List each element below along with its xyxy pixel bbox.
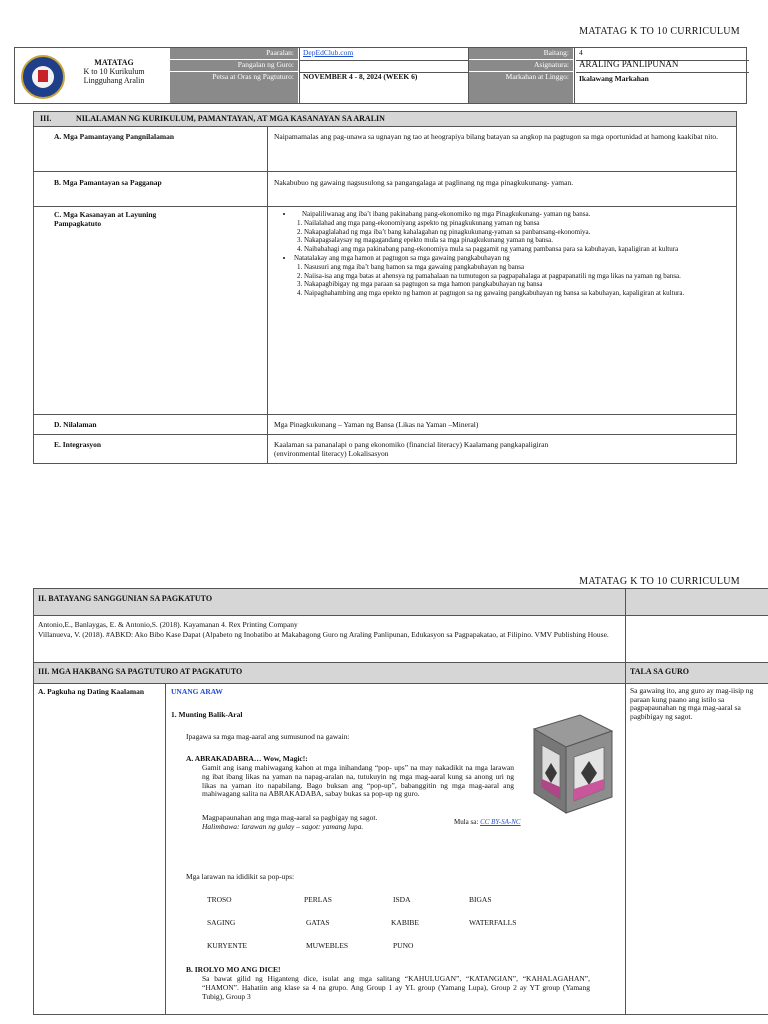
row-a-value: Naipamamalas ang pag-unawa sa ugnayan ng tao at heograpiya bilang batayan sa angkop na pagtugon sa mga oportunidad at hamong kaakibat nito. (274, 132, 719, 141)
logo-line3: Lingguhang Aralin (83, 76, 145, 85)
baitang-label: Baitang: (469, 48, 573, 60)
ipagawa-text: Ipagawa sa mga mag-aaral ang sumusunod na gawain: (186, 732, 350, 741)
sanggunian-header (34, 589, 626, 616)
word-gatas: GATAS (306, 918, 330, 927)
tala-header (626, 663, 768, 683)
row-c-label: C. Mga Kasanayan at Layuning Pampagkatuto (54, 210, 157, 228)
word-muwebles: MUWEBLES (306, 941, 349, 950)
curriculum-header: MATATAG K TO 10 CURRICULUM (579, 26, 740, 37)
magic-box-image (522, 709, 616, 817)
word-waterfalls: WATERFALLS (469, 918, 517, 927)
asignatura-label: Asignatura: (469, 60, 573, 72)
c-list2-item: 4. Naipaghahambing ang mga epekto ng hamon at pagtugon sa ng gawaing pangkabuhayan ng bansa sa kabuhayan, kapaligiran at kultura. (304, 289, 704, 298)
row-d-value: Mga Pinagkukunang – Yaman ng Bansa (Likas na Yaman –Mineral) (274, 420, 479, 429)
dice-text: Sa bawat gilid ng Higanteng dice, isulat ang mga salitang “KAHULUGAN”, “KATANGIAN”, “KAHALAGAHAN”, “HAMON”. Hahatiin ang klase sa 4 na grupo. Ang Group 1 ay YL group (Yamang Lupa), Group 2 ay YT group (Yamang Tubig), Group 3 (202, 974, 590, 1001)
tala-title: TALA SA GURO (630, 667, 689, 676)
word-saging: SAGING (207, 918, 236, 927)
petsa-value: NOVEMBER 4 - 8, 2024 (WEEK 6) (303, 72, 418, 81)
word-bigas: BIGAS (469, 895, 492, 904)
sanggunian-line2: Villanueva, V. (2018). #ABKD: Ako Bibo Kase Dapat (Alpabeto ng Inobatibo at Makabagong Guro ng Araling Panlipunan, Edukasyon sa Pagpapakatao, at Filipino. VMV Publishing House. (38, 629, 609, 639)
paaralan-label: Paaralan: (170, 48, 298, 60)
dice-title: B. IROLYO MO ANG DICE! (186, 965, 281, 974)
c-list2 (274, 263, 704, 298)
logo-title: MATATAG (94, 58, 134, 67)
row-e-label: E. Integrasyon (54, 440, 102, 449)
section3-num: III. (40, 114, 52, 123)
section3-title: NILALAMAN NG KURIKULUM, PAMANTAYAN, AT MGA KASANAYAN SA ARALIN (76, 114, 385, 123)
row-b-label: B. Mga Pamantayan sa Pagganap (54, 178, 162, 187)
guro-label: Pangalan ng Guro: (170, 60, 298, 72)
page2-curriculum-header: MATATAG K TO 10 CURRICULUM (579, 576, 740, 587)
abra-title: A. ABRAKADABRA… Wow, Magic!: (186, 754, 308, 763)
c-list1-item: 2. Nakapaglalahad ng mga iba’t bang kahalagahan ng pinagkukunang-yaman sa panbansang-ekonomiya. (304, 228, 704, 237)
paaralan-link[interactable]: DepEdClub.com (300, 48, 471, 61)
baitang-value: 4 (576, 48, 749, 61)
license-link[interactable]: CC BY-SA-NC (480, 818, 521, 826)
header-block (14, 47, 747, 104)
page2-table (33, 588, 768, 1015)
sanggunian-line1: Antonio,E., Banlaygas, E. & Antonio,S. (2018). Kayamanan 4. Rex Printing Company (38, 620, 298, 629)
section3-header (34, 112, 736, 127)
mula-sa-label: Mula sa: (454, 818, 479, 826)
word-perlas: PERLAS (304, 895, 332, 904)
logo-line2: K to 10 Kurikulum (83, 67, 145, 76)
c-list2-item: 2. Naiisa-isa ang mga batas at ahensya ng pamahalaan na tumutugon sa pagpapahalaga at pagpapanatili ng mga likas na yaman ng bansa. (304, 272, 704, 281)
hakbang-title: III. MGA HAKBANG SA PAGTUTURO AT PAGKATUTO (38, 667, 243, 676)
word-troso: TROSO (207, 895, 232, 904)
c-list2-item: 1. Nasusuri ang mga iba’t bang hamon sa mga gawaing pangkabuhayan ng bansa (304, 263, 704, 272)
magpapaunahan-text: Magpapaunahan ang mga mag-aaral sa pagbigay ng sagot. (202, 813, 378, 822)
petsa-label: Petsa at Oras ng Pagtuturo: (170, 72, 298, 103)
unang-araw: UNANG ARAW (171, 687, 223, 696)
c-list1-item: 3. Nakapagsalaysay ng magagandang epekto mula sa mga pinagkukunang yaman ng bansa. (304, 236, 704, 245)
c-list1 (274, 219, 704, 254)
row-d-label: D. Nilalaman (54, 420, 97, 429)
tala-text: Sa gawaing ito, ang guro ay mag-iisip ng paraan kung paano ang istilo sa pagpapaunahan ng mga mag-aaral sa pagbibigay ng sagot. (630, 686, 754, 721)
word-kabibe: KABIBE (391, 918, 419, 927)
c-bullet1: • Naipaliliwanag ang iba’t ibang pakinabang pang-ekonomiko ng mga Pinagkukunang- yaman ng bansa. (294, 210, 704, 219)
c-list1-item: 4. Naibabahagi ang mga pakinabang pang-ekonomiya mula sa paggamit ng yamang pambansa para sa kabuhayan, kapaligiran at kultura (304, 245, 704, 254)
section3-table (33, 111, 737, 464)
row-a-pagkuha-label: A. Pagkuha ng Dating Kaalaman (38, 687, 145, 696)
c-list2-item: 3. Nakapagbibigay ng mga paraan sa pagtugon sa mga hamon pangkabuhayan ng bansa (304, 280, 704, 289)
larawan-intro: Mga larawan na ididikit sa pop-ups: (186, 872, 295, 881)
halimbawa-text: Halimbawa: larawan ng gulay – sagot: yamang lupa. (202, 822, 364, 831)
row-e-value: Kaalaman sa pananalapi o pang ekonomiko (financial literacy) Kaalamang pangkapaligiran (environmental literacy) Lokalisasyon (274, 440, 549, 458)
hakbang-header (34, 663, 625, 683)
word-isda: ISDA (393, 895, 411, 904)
word-puno: PUNO (393, 941, 414, 950)
row-b-value: Nakabubuo ng gawaing nagsusulong sa pangangalaga at paglinang ng mga pinagkukunang- yaman. (274, 178, 574, 187)
row-c-value (274, 210, 704, 298)
markahan-value: Ikalawang Markahan (579, 74, 649, 83)
word-kuryente: KURYENTE (207, 941, 247, 950)
c-bullet2: • Natatalakay ang mga hamon at pagtugon sa mga gawaing pangkabuhayan ng (294, 254, 704, 263)
deped-seal-icon (21, 55, 65, 99)
abra-text: Gamit ang isang mahiwagang kahon at mga inihandang “pop- ups” na may nakadikit na mga larawan ng ibat ibang likas na yaman na napag-aralan na, tutukuyin ng mga mag-aaral kung sa anong uri ng likas na yaman ito napabilang. Bago buksan ang “pop-up”, babanggitin ng mga mag-aaral ang mahiwagang salita na ABRAKADABA, sabay bukas sa pop-up ng guro. (202, 763, 514, 799)
sanggunian-title: II. BATAYANG SANGGUNIAN SA PAGKATUTO (38, 594, 213, 603)
markahan-label: Markahan at Linggo: (469, 72, 573, 103)
sanggunian-text (38, 620, 622, 639)
asignatura-value: ARALING PANLIPUNAN (576, 59, 749, 73)
c-list1-item: 1. Nailalahad ang mga pang-ekonomiyang aspekto ng pinagkukunang yaman ng bansa (304, 219, 704, 228)
balik-aral-heading: 1. Munting Balik-Aral (171, 710, 243, 719)
row-a-label: A. Mga Pamantayang Pangnilalaman (54, 132, 175, 141)
